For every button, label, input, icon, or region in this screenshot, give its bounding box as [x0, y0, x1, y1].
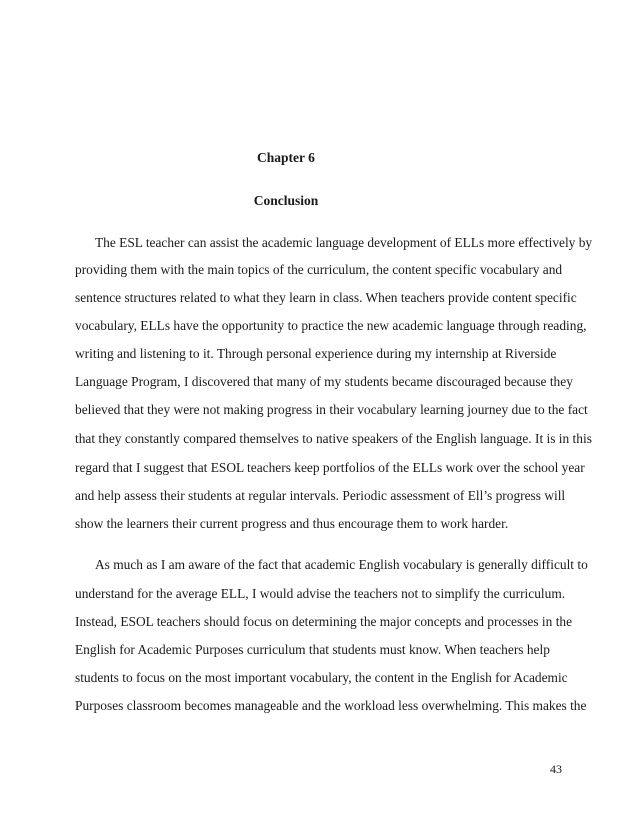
paragraph-line: As much as I am aware of the fact that academic English vocabulary is generally difficult to — [95, 557, 588, 572]
paragraph-line: understand for the average ELL, I would advise the teachers not to simplify the curriculum. — [75, 586, 566, 601]
paragraph-line: Purposes classroom becomes manageable and the workload less overwhelming. This makes the — [75, 698, 587, 713]
section-heading: Conclusion — [253, 193, 319, 208]
paragraph-line: regard that I suggest that ESOL teachers keep portfolios of the ELLs work over the school year — [75, 460, 585, 475]
chapter-heading: Chapter 6 — [257, 150, 315, 165]
paragraph-line: providing them with the main topics of the curriculum, the content specific vocabulary and — [75, 262, 563, 277]
paragraph-line: believed that they were not making progress in their vocabulary learning journey due to the fact — [75, 402, 588, 417]
paragraph-line: that they constantly compared themselves to native speakers of the English language. It is in this — [75, 431, 592, 446]
paragraph-line: and help assess their students at regular intervals. Periodic assessment of Ell’s progress will — [75, 488, 566, 503]
paragraph-line: writing and listening to it. Through personal experience during my internship at Riverside — [75, 346, 557, 361]
page-number: 43 — [550, 762, 562, 776]
paragraph-line: show the learners their current progress and thus encourage them to work harder. — [75, 516, 509, 531]
paragraph-line: English for Academic Purposes curriculum that students must know. When teachers help — [75, 642, 550, 657]
paragraph-line: students to focus on the most important vocabulary, the content in the English for Academic — [75, 670, 568, 685]
paragraph-line: The ESL teacher can assist the academic language development of ELLs more effectively by — [95, 235, 593, 250]
paragraph-line: Language Program, I discovered that many of my students became discouraged because they — [75, 374, 573, 389]
paragraph-line: vocabulary, ELLs have the opportunity to practice the new academic language through reading, — [75, 318, 587, 333]
paragraph-line: Instead, ESOL teachers should focus on determining the major concepts and processes in the — [75, 614, 573, 629]
paragraph-line: sentence structures related to what they learn in class. When teachers provide content specific — [75, 290, 577, 305]
